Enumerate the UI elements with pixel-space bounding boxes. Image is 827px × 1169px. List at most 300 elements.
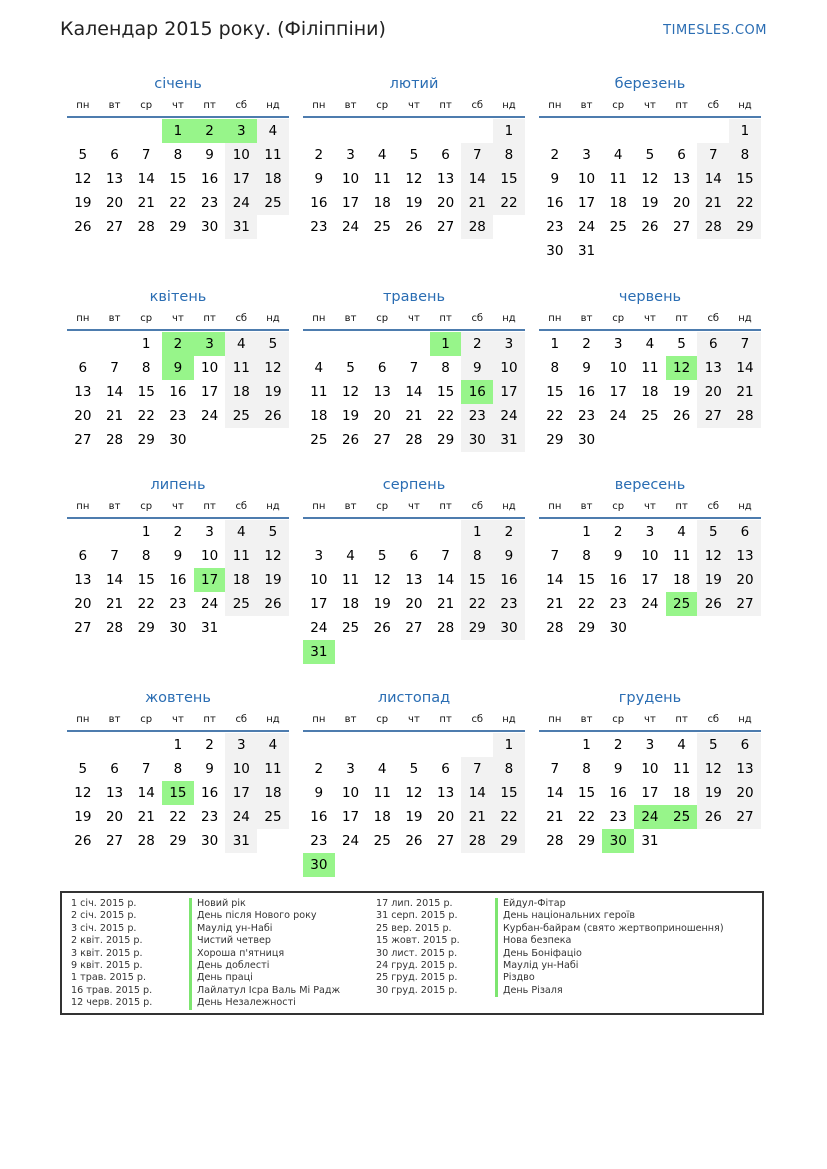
day-cell: 10	[641, 548, 659, 564]
day-cell: 3	[346, 761, 355, 777]
empty-cell	[539, 119, 571, 143]
day-cell: 26	[257, 404, 289, 428]
day-cell: 4	[613, 147, 623, 163]
weekday-header	[539, 98, 761, 114]
legend-date: 9 квіт. 2015 р.	[71, 960, 143, 972]
day-cell: 23	[201, 809, 219, 825]
day-cell: 3	[645, 524, 655, 540]
day-cell: 8	[173, 147, 183, 163]
days-grid	[303, 520, 525, 664]
weekday-label: чт	[408, 714, 420, 725]
empty-cell	[130, 119, 162, 143]
weekday-label: нд	[738, 100, 752, 111]
day-cell: 11	[257, 143, 289, 167]
empty-cell	[99, 733, 131, 757]
weekday-label: пт	[675, 100, 688, 111]
day-cell: 16	[310, 809, 328, 825]
holiday-day-cell: 30	[303, 853, 335, 877]
days-grid	[539, 332, 761, 452]
day-cell: 19	[405, 809, 423, 825]
day-cell: 16	[493, 568, 525, 592]
legend-holiday-name: День Незалежності	[189, 997, 340, 1009]
weekday-label: чт	[408, 501, 420, 512]
day-cell: 14	[546, 572, 564, 588]
weekday-label: чт	[408, 313, 420, 324]
empty-cell	[571, 119, 603, 143]
weekday-label: ср	[612, 100, 625, 111]
day-cell: 7	[409, 360, 419, 376]
day-cell: 31	[201, 620, 219, 636]
weekday-label: вт	[108, 313, 121, 324]
legend-date: 30 лист. 2015 р.	[376, 947, 458, 959]
day-cell: 13	[105, 171, 124, 187]
weekday-label: нд	[738, 501, 752, 512]
day-cell: 19	[257, 380, 289, 404]
day-cell: 29	[729, 215, 761, 239]
day-cell: 9	[205, 147, 214, 163]
day-cell: 28	[461, 829, 493, 853]
weekday-label: пн	[312, 100, 326, 111]
day-cell: 5	[377, 548, 387, 564]
day-cell: 13	[373, 384, 391, 400]
day-cell: 22	[169, 809, 187, 825]
day-cell: 27	[729, 805, 761, 829]
day-cell: 27	[405, 620, 423, 636]
header-divider	[539, 517, 761, 519]
day-cell: 2	[314, 761, 324, 777]
month-name: серпень	[382, 477, 446, 493]
weekday-label: нд	[502, 714, 516, 725]
day-cell: 25	[257, 191, 289, 215]
weekday-label: нд	[738, 313, 752, 324]
weekday-label: нд	[502, 313, 516, 324]
weekday-label: пт	[675, 714, 688, 725]
day-cell: 29	[169, 833, 187, 849]
day-cell: 18	[673, 572, 691, 588]
day-cell: 8	[141, 360, 151, 376]
day-cell: 25	[641, 408, 659, 424]
empty-cell	[99, 119, 131, 143]
day-cell: 4	[314, 360, 324, 376]
weekday-label: пн	[312, 501, 326, 512]
holiday-day-cell: 1	[162, 119, 194, 143]
empty-cell	[303, 119, 335, 143]
day-cell: 6	[377, 360, 387, 376]
day-cell: 26	[405, 219, 423, 235]
day-cell: 12	[405, 785, 423, 801]
day-cell: 9	[613, 761, 623, 777]
day-cell: 11	[373, 171, 391, 187]
day-cell: 8	[582, 761, 591, 777]
day-cell: 15	[137, 572, 155, 588]
month-calendar	[303, 287, 525, 452]
legend-date: 1 трав. 2015 р.	[71, 972, 147, 984]
day-cell: 4	[645, 336, 655, 352]
month-name: грудень	[618, 690, 682, 706]
day-cell: 5	[257, 332, 289, 356]
weekday-label: нд	[266, 714, 280, 725]
holiday-day-cell: 25	[666, 805, 698, 829]
day-cell: 23	[461, 404, 493, 428]
weekday-label: пн	[312, 313, 326, 324]
empty-cell	[335, 520, 367, 544]
day-cell: 23	[609, 596, 627, 612]
day-cell: 28	[105, 620, 124, 636]
day-cell: 1	[493, 733, 525, 757]
legend-holiday-name: Маулід ун-Набі	[495, 960, 724, 972]
day-cell: 20	[437, 195, 455, 211]
day-cell: 28	[461, 215, 493, 239]
weekday-label: чт	[644, 313, 656, 324]
day-cell: 8	[550, 360, 560, 376]
empty-cell	[366, 733, 398, 757]
day-cell: 15	[461, 568, 493, 592]
weekday-label: сб	[235, 714, 248, 725]
day-cell: 9	[493, 544, 525, 568]
day-cell: 14	[461, 167, 493, 191]
month-calendar	[67, 475, 289, 640]
weekday-label: ср	[140, 100, 153, 111]
day-cell: 8	[493, 143, 525, 167]
month-name: липень	[150, 477, 206, 493]
month-calendar	[539, 74, 761, 263]
legend-date: 31 серп. 2015 р.	[376, 910, 458, 922]
weekday-label: сб	[707, 714, 720, 725]
holiday-day-cell: 2	[162, 332, 194, 356]
day-cell: 22	[437, 408, 455, 424]
day-cell: 20	[437, 809, 455, 825]
day-cell: 16	[577, 384, 596, 400]
legend-names-right	[495, 898, 724, 997]
empty-cell	[461, 733, 493, 757]
day-cell: 6	[78, 360, 88, 376]
header-divider	[67, 116, 289, 118]
day-cell: 28	[437, 620, 455, 636]
day-cell: 11	[373, 785, 391, 801]
day-cell: 18	[341, 596, 360, 612]
day-cell: 3	[346, 147, 355, 163]
legend-holiday-name: День праці	[189, 972, 340, 984]
day-cell: 6	[729, 733, 761, 757]
legend-holiday-name: Різдво	[495, 972, 724, 984]
day-cell: 7	[110, 360, 119, 376]
day-cell: 29	[577, 833, 596, 849]
day-cell: 8	[173, 761, 183, 777]
weekday-label: чт	[408, 100, 420, 111]
day-cell: 22	[493, 191, 525, 215]
day-cell: 17	[577, 195, 596, 211]
day-cell: 7	[141, 761, 151, 777]
day-cell: 3	[493, 332, 525, 356]
day-cell: 11	[341, 572, 360, 588]
weekday-label: пт	[203, 313, 216, 324]
day-cell: 18	[673, 785, 691, 801]
legend-holiday-name: День після Нового року	[189, 910, 340, 922]
day-cell: 26	[373, 620, 391, 636]
weekday-label: пн	[76, 100, 90, 111]
day-cell: 14	[105, 384, 124, 400]
day-cell: 4	[346, 548, 355, 564]
weekday-header	[303, 712, 525, 728]
day-cell: 10	[493, 356, 525, 380]
month-name: травень	[382, 289, 446, 305]
day-cell: 1	[493, 119, 525, 143]
weekday-header	[303, 499, 525, 515]
day-cell: 27	[673, 219, 691, 235]
empty-cell	[99, 520, 131, 544]
weekday-label: вт	[344, 100, 357, 111]
holiday-day-cell: 25	[666, 592, 698, 616]
day-cell: 17	[201, 384, 219, 400]
day-cell: 5	[697, 520, 729, 544]
day-cell: 2	[205, 737, 214, 753]
day-cell: 19	[697, 781, 729, 805]
empty-cell	[461, 119, 493, 143]
holiday-day-cell: 24	[634, 805, 666, 829]
day-cell: 19	[697, 568, 729, 592]
header-divider	[303, 329, 525, 331]
empty-cell	[602, 119, 634, 143]
day-cell: 14	[729, 356, 761, 380]
weekday-header	[303, 98, 525, 114]
weekday-header	[539, 499, 761, 515]
day-cell: 18	[310, 408, 328, 424]
weekday-label: вт	[344, 501, 357, 512]
day-cell: 7	[461, 143, 493, 167]
day-cell: 14	[137, 785, 155, 801]
header-divider	[67, 730, 289, 732]
day-cell: 23	[577, 408, 596, 424]
day-cell: 9	[550, 171, 560, 187]
weekday-label: вт	[344, 313, 357, 324]
day-cell: 13	[437, 171, 455, 187]
day-cell: 4	[377, 147, 387, 163]
weekday-header	[303, 311, 525, 327]
brand-link[interactable]: TIMESLES.COM	[663, 23, 767, 38]
weekday-label: пт	[203, 100, 216, 111]
day-cell: 10	[201, 360, 219, 376]
day-cell: 20	[729, 781, 761, 805]
day-cell: 22	[577, 596, 596, 612]
holiday-day-cell: 1	[430, 332, 462, 356]
day-cell: 30	[546, 243, 564, 259]
days-grid	[303, 733, 525, 877]
day-cell: 1	[550, 336, 560, 352]
empty-cell	[303, 733, 335, 757]
day-cell: 24	[577, 219, 596, 235]
day-cell: 13	[697, 356, 729, 380]
day-cell: 26	[74, 833, 92, 849]
day-cell: 6	[110, 147, 119, 163]
day-cell: 27	[105, 833, 124, 849]
day-cell: 29	[169, 219, 187, 235]
day-cell: 21	[697, 191, 729, 215]
legend-holiday-name: Чистий четвер	[189, 935, 340, 947]
header-divider	[303, 116, 525, 118]
weekday-label: пн	[548, 714, 562, 725]
weekday-label: вт	[108, 501, 121, 512]
holiday-day-cell: 17	[194, 568, 226, 592]
day-cell: 19	[405, 195, 423, 211]
day-cell: 20	[74, 596, 92, 612]
weekday-label: ср	[140, 714, 153, 725]
day-cell: 27	[74, 620, 92, 636]
weekday-label: пн	[548, 501, 562, 512]
day-cell: 18	[609, 195, 627, 211]
day-cell: 23	[310, 219, 328, 235]
holiday-day-cell: 3	[194, 332, 226, 356]
day-cell: 1	[141, 336, 151, 352]
day-cell: 5	[697, 733, 729, 757]
day-cell: 4	[677, 524, 686, 540]
day-cell: 22	[137, 408, 155, 424]
day-cell: 12	[257, 544, 289, 568]
legend-date: 25 вер. 2015 р.	[376, 922, 452, 934]
day-cell: 17	[341, 195, 360, 211]
legend-dates-left	[71, 898, 152, 1010]
header-divider	[303, 730, 525, 732]
day-cell: 25	[341, 620, 360, 636]
weekday-label: сб	[471, 100, 484, 111]
day-cell: 5	[257, 520, 289, 544]
empty-cell	[430, 520, 462, 544]
day-cell: 17	[341, 809, 360, 825]
weekday-header	[67, 98, 289, 114]
month-calendar	[67, 688, 289, 853]
page-title: Календар 2015 року. (Філіппіни)	[60, 18, 386, 40]
day-cell: 16	[546, 195, 564, 211]
day-cell: 25	[310, 432, 328, 448]
day-cell: 10	[341, 171, 360, 187]
day-cell: 17	[225, 781, 257, 805]
day-cell: 7	[441, 548, 450, 564]
day-cell: 6	[78, 548, 88, 564]
day-cell: 20	[405, 596, 423, 612]
holiday-day-cell: 16	[461, 380, 493, 404]
day-cell: 21	[461, 805, 493, 829]
day-cell: 23	[609, 809, 627, 825]
weekday-label: сб	[235, 100, 248, 111]
day-cell: 19	[74, 809, 92, 825]
day-cell: 16	[169, 384, 187, 400]
weekday-label: нд	[502, 501, 516, 512]
weekday-label: ср	[612, 714, 625, 725]
empty-cell	[67, 520, 99, 544]
day-cell: 30	[169, 432, 187, 448]
day-cell: 5	[645, 147, 655, 163]
day-cell: 9	[582, 360, 591, 376]
day-cell: 19	[74, 195, 92, 211]
day-cell: 5	[78, 147, 88, 163]
weekday-header	[539, 712, 761, 728]
day-cell: 28	[546, 833, 564, 849]
weekday-header	[539, 311, 761, 327]
day-cell: 23	[546, 219, 564, 235]
legend-holiday-name: День національних героїв	[495, 910, 724, 922]
header-divider	[539, 730, 761, 732]
day-cell: 29	[461, 616, 493, 640]
weekday-label: пт	[203, 714, 216, 725]
day-cell: 29	[137, 432, 155, 448]
day-cell: 15	[493, 781, 525, 805]
weekday-header	[67, 499, 289, 515]
day-cell: 27	[729, 592, 761, 616]
day-cell: 2	[314, 147, 324, 163]
day-cell: 7	[550, 761, 560, 777]
weekday-label: чт	[172, 100, 184, 111]
weekday-label: вт	[108, 100, 121, 111]
day-cell: 25	[609, 219, 627, 235]
day-cell: 11	[225, 544, 257, 568]
day-cell: 31	[225, 829, 257, 853]
legend-holiday-name: Ейдул-Фітар	[495, 898, 724, 910]
legend-date: 30 груд. 2015 р.	[376, 984, 458, 996]
day-cell: 17	[493, 380, 525, 404]
day-cell: 20	[105, 809, 124, 825]
day-cell: 21	[546, 596, 564, 612]
legend-date: 1 січ. 2015 р.	[71, 898, 137, 909]
weekday-label: чт	[644, 714, 656, 725]
day-cell: 19	[641, 195, 659, 211]
weekday-label: пт	[439, 714, 452, 725]
weekday-label: пт	[439, 501, 452, 512]
day-cell: 23	[201, 195, 219, 211]
day-cell: 28	[697, 215, 729, 239]
day-cell: 1	[461, 520, 493, 544]
day-cell: 24	[493, 404, 525, 428]
day-cell: 2	[613, 737, 623, 753]
day-cell: 15	[546, 384, 564, 400]
weekday-label: сб	[235, 313, 248, 324]
empty-cell	[398, 520, 430, 544]
day-cell: 21	[546, 809, 564, 825]
weekday-label: нд	[738, 714, 752, 725]
month-calendar	[539, 287, 761, 452]
day-cell: 1	[173, 737, 183, 753]
empty-cell	[335, 119, 367, 143]
legend-date: 2 січ. 2015 р.	[71, 910, 137, 922]
day-cell: 2	[461, 332, 493, 356]
day-cell: 26	[74, 219, 92, 235]
legend-holiday-name: День Боніфаціо	[495, 948, 724, 960]
weekday-label: вт	[580, 501, 593, 512]
day-cell: 6	[110, 761, 119, 777]
empty-cell	[539, 520, 571, 544]
day-cell: 1	[729, 119, 761, 143]
weekday-label: сб	[235, 501, 248, 512]
holiday-day-cell: 12	[666, 356, 698, 380]
weekday-label: нд	[266, 501, 280, 512]
day-cell: 27	[697, 404, 729, 428]
holiday-legend	[60, 891, 764, 1015]
day-cell: 26	[697, 592, 729, 616]
day-cell: 27	[437, 219, 455, 235]
day-cell: 11	[673, 548, 691, 564]
month-name: червень	[618, 289, 682, 305]
day-cell: 21	[729, 380, 761, 404]
header-divider	[67, 517, 289, 519]
legend-holiday-name: День Різаля	[495, 985, 724, 997]
day-cell: 24	[609, 408, 627, 424]
legend-date: 25 груд. 2015 р.	[376, 972, 458, 984]
day-cell: 13	[729, 757, 761, 781]
day-cell: 23	[169, 408, 187, 424]
legend-holiday-name: Маулід ун-Набі	[189, 923, 340, 935]
day-cell: 4	[257, 119, 289, 143]
day-cell: 21	[105, 596, 124, 612]
day-cell: 5	[677, 336, 686, 352]
day-cell: 10	[341, 785, 360, 801]
